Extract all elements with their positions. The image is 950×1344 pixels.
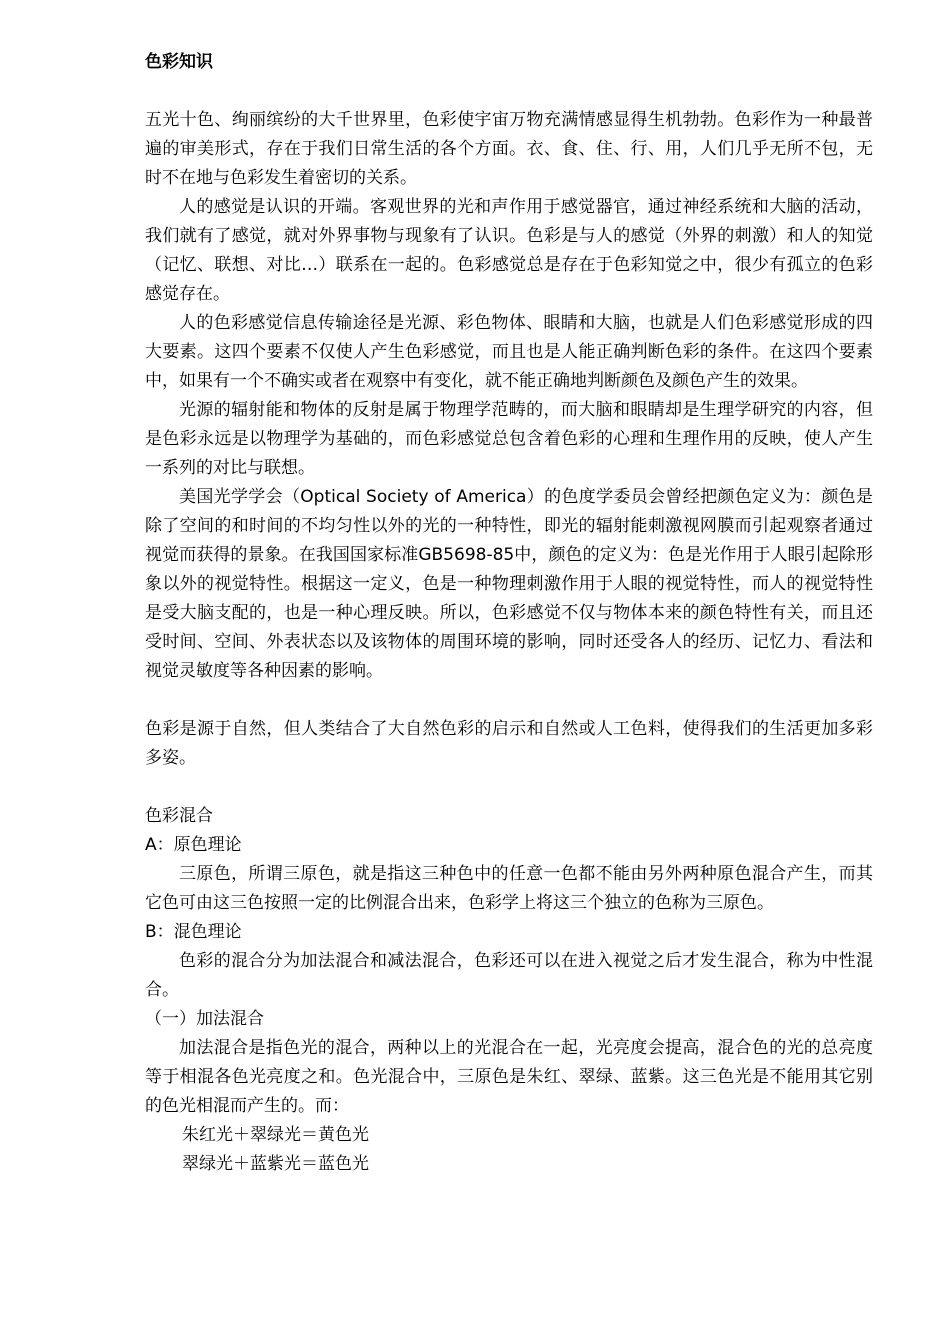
spacer [145,77,873,106]
formula-red-green: 朱红光＋翠绿光＝黄色光 [182,1125,369,1145]
heading-primary-theory: A：原色理论 [145,835,242,855]
section-heading-mixing: 色彩混合 [145,806,213,826]
paragraph-definition: 美国光学学会（Optical Society of America）的色度学委员会曾经把颜色定义为：颜色是除了空间的和时间的不均匀性以外的光的一种特性，即光的辐射能刺激视网膜而引起观察者通过视觉而获得的景象。在我国国家标准GB5698-85中，颜色的定义为：色是光作用于人眼引起除形象以外的视觉特性。根据这一定义，色是一种物理刺激作用于人眼的视觉特性，而人的视觉特性是受大脑支配的，也是一种心理反映。所以，色彩感觉不仅与物体本来的颜色特性有关，而且还受时间、空间、外表状态以及该物体的周围环境的影响，同时还受各人的经历、记忆力、看法和视觉灵敏度等各种因素的影响。 [145,487,873,681]
paragraph-perception: 人的感觉是认识的开端。客观世界的光和声作用于感觉器官，通过神经系统和大脑的活动，我们就有了感觉，就对外界事物与现象有了认识。色彩是与人的感觉（外界的刺激）和人的知觉（记忆、联想、对比…）联系在一起的。色彩感觉总是存在于色彩知觉之中，很少有孤立的色彩感觉存在。 [145,197,873,304]
document-title: 色彩知识 [145,52,213,72]
paragraph-pathway: 人的色彩感觉信息传输途径是光源、彩色物体、眼睛和大脑，也就是人们色彩感觉形成的四大要素。这四个要素不仅使人产生色彩感觉，而且也是人能正确判断色彩的条件。在这四个要素中，如果有一个不确实或者在观察中有变化，就不能正确地判断颜色及颜色产生的效果。 [145,313,873,391]
paragraph-mixing: 色彩的混合分为加法混合和减法混合，色彩还可以在进入视觉之后才发生混合，称为中性混合。 [145,951,873,1000]
heading-additive: （一）加法混合 [145,1009,264,1029]
document-body [145,48,873,1179]
heading-mixing-theory: B：混色理论 [145,922,242,942]
paragraph-physics: 光源的辐射能和物体的反射是属于物理学范畴的，而大脑和眼睛却是生理学研究的内容，但是色彩永远是以物理学为基础的，而色彩感觉总包含着色彩的心理和生理作用的反映，使人产生一系列的对比与联想。 [145,400,873,478]
paragraph-nature: 色彩是源于自然，但人类结合了大自然色彩的启示和自然或人工色料，使得我们的生活更加多彩多姿。 [145,719,873,768]
formula-green-violet: 翠绿光＋蓝紫光＝蓝色光 [182,1154,369,1174]
paragraph-intro: 五光十色、绚丽缤纷的大千世界里，色彩使宇宙万物充满情感显得生机勃勃。色彩作为一种最普遍的审美形式，存在于我们日常生活的各个方面。衣、食、住、行、用，人们几乎无所不包，无时不在地与色彩发生着密切的关系。 [145,110,873,188]
paragraph-primary: 三原色，所谓三原色，就是指这三种色中的任意一色都不能由另外两种原色混合产生，而其它色可由这三色按照一定的比例混合出来，色彩学上将这三个独立的色称为三原色。 [145,864,873,913]
paragraph-additive: 加法混合是指色光的混合，两种以上的光混合在一起，光亮度会提高，混合色的光的总亮度等于相混各色光亮度之和。色光混合中，三原色是朱红、翠绿、蓝紫。这三色光是不能用其它别的色光相混而产生的。而： [145,1038,873,1116]
